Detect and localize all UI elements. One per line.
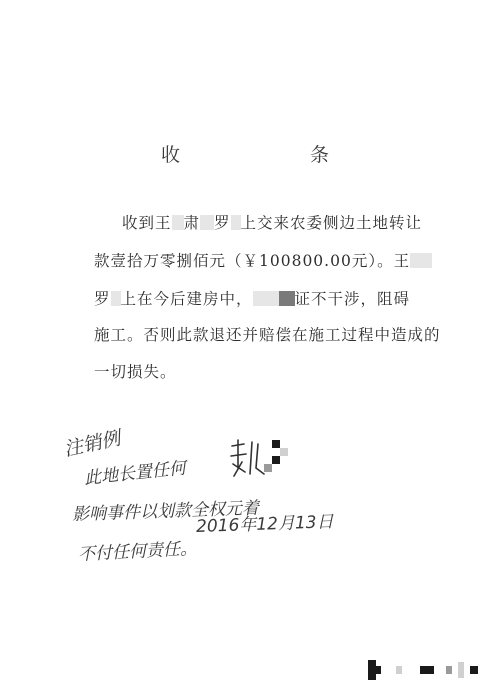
redaction-block — [410, 253, 432, 268]
redaction-block — [272, 440, 280, 448]
redaction-block — [111, 291, 121, 306]
redaction-block — [376, 666, 381, 674]
body-text: 肃 — [183, 214, 201, 232]
redaction-block — [470, 666, 478, 674]
redaction-block — [231, 215, 241, 230]
redaction-block — [420, 666, 434, 674]
body-text: 款壹拾万零捌佰元（￥100800.00元）。王 — [94, 252, 411, 270]
redaction-block — [280, 448, 288, 456]
body-text: 收到王 — [122, 214, 172, 232]
body-text: 罗 — [214, 214, 231, 232]
redaction-block — [172, 215, 184, 230]
redaction-block — [272, 456, 280, 464]
body-line-1 — [122, 211, 422, 233]
redaction-block — [458, 662, 464, 678]
redaction-block — [253, 291, 279, 306]
body-text: 上在今后建房中， — [120, 290, 253, 308]
redaction-block — [200, 215, 214, 230]
body-text: 证不干涉，阻碍 — [294, 290, 411, 308]
handwritten-note-3: 影响事件以划款全权元着 — [71, 498, 260, 525]
body-line-4: 施工。否则此款退还并赔偿在施工过程中造成的 — [94, 326, 441, 344]
redaction-block — [396, 666, 402, 674]
body-text: 上交来农委侧边土地转让 — [240, 214, 423, 232]
handwritten-note-2: 此地长置任何 — [83, 458, 187, 489]
redaction-block — [368, 660, 376, 680]
body-line-2 — [94, 249, 432, 271]
handwritten-date: 2016年12月13日 — [195, 512, 334, 537]
redaction-block — [446, 666, 452, 674]
handwritten-note-4: 不付任何责任。 — [77, 538, 198, 565]
signature-mark — [228, 438, 270, 478]
redaction-block — [264, 464, 272, 472]
body-line-3 — [94, 287, 410, 309]
document-title: 收 条 — [160, 144, 392, 166]
body-text: 罗 — [94, 290, 111, 308]
handwritten-note-1: 注销例 — [62, 427, 123, 461]
redaction-block — [279, 291, 295, 306]
body-line-5: 一切损失。 — [94, 363, 177, 381]
